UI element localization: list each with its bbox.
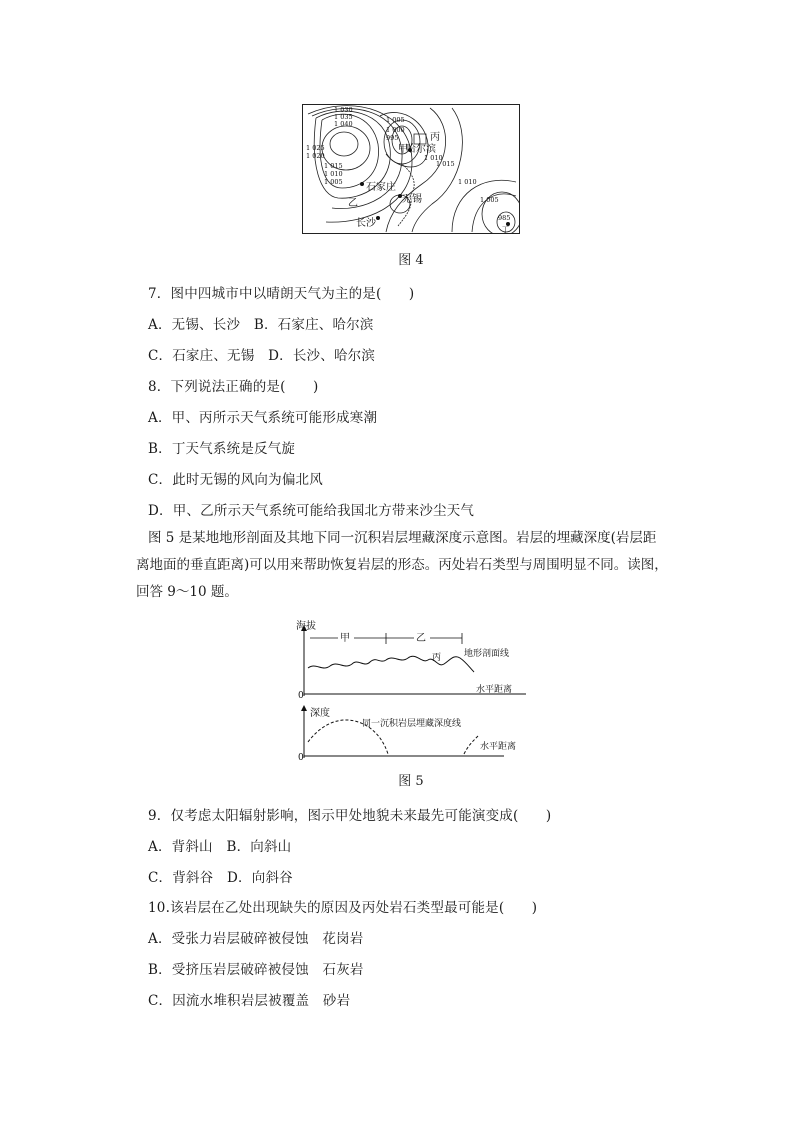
figure5-caption: 图 5 (398, 774, 424, 789)
q9-options-cd: C．背斜谷 D．向斜谷 (148, 870, 293, 886)
isobar-label: 1 015 (436, 160, 455, 168)
label-harbin: 哈尔滨 (406, 144, 436, 155)
q10-option-c: C．因流水堆积岩层被覆盖 砂岩 (148, 993, 351, 1009)
bottom-origin: 0 (298, 753, 304, 762)
figure4-caption: 图 4 (398, 253, 424, 268)
isobar-label: 1 005 (480, 196, 499, 204)
label-yi: 乙 (348, 198, 358, 209)
q8-option-c: C．此时无锡的风向为偏北风 (148, 472, 323, 488)
point-bing-label: 丙 (432, 653, 442, 663)
label-shijiazhuang: 石家庄 (366, 182, 396, 193)
q10-option-b: B．受挤压岩层破碎被侵蚀 石灰岩 (148, 962, 364, 978)
isobar-label: 1 030 (334, 106, 353, 114)
label-ding: 丁 (502, 226, 509, 234)
isobar-label: 1 005 (324, 178, 343, 186)
terrain-line-label: 地形剖面线 (464, 649, 510, 659)
region-yi-label: 乙 (416, 633, 426, 644)
q8-stem: 8．下列说法正确的是( ) (148, 379, 319, 395)
label-wuxi: 无锡 (402, 194, 422, 205)
q7-options-cd: C．石家庄、无锡 D．长沙、哈尔滨 (148, 348, 376, 364)
bottom-ylabel: 深度 (310, 708, 330, 719)
q7-stem: 7．图中四城市中以晴朗天气为主的是( ) (148, 286, 415, 302)
isobar-label: 1 005 (386, 116, 405, 124)
top-xlabel: 水平距离 (476, 685, 513, 695)
isobar-label: 1 000 (386, 126, 405, 134)
depth-line-label: 同一沉积岩层埋藏深度线 (362, 719, 462, 729)
isobar-label: 1 020 (306, 152, 325, 160)
top-ylabel: 海拔 (296, 621, 316, 632)
intro-paragraph (136, 525, 668, 606)
q8-option-d: D．甲、乙所示天气系统可能给我国北方带来沙尘天气 (148, 503, 475, 519)
q10-stem: 10.该岩层在乙处出现缺失的原因及丙处岩石类型最可能是( ) (148, 900, 538, 916)
intro-line: 图 5 是某地地形剖面及其地下同一沉积岩层埋藏深度示意图。岩层的埋藏深度(岩层距 (148, 530, 657, 546)
q8-option-b: B．丁天气系统是反气旋 (148, 441, 296, 457)
isobar-map-svg (302, 104, 520, 234)
isobar-label: 1 015 (324, 162, 343, 170)
label-bing: 丙 (430, 132, 440, 143)
label-jia: 甲 (398, 144, 408, 155)
q7-options-ab: A．无锡、长沙 B．石家庄、哈尔滨 (148, 317, 374, 333)
q10-option-a: A．受张力岩层破碎被侵蚀 花岗岩 (148, 931, 364, 947)
figure4-weather-map (302, 104, 520, 234)
q8-option-a: A．甲、丙所示天气系统可能形成寒潮 (148, 410, 378, 426)
region-jia-label: 甲 (340, 633, 350, 644)
intro-line: 离地面的垂直距离)可以用来帮助恢复岩层的形态。丙处岩石类型与周围明显不同。读图， (136, 557, 668, 573)
top-origin: 0 (298, 691, 304, 701)
isobar-label: 1 010 (424, 154, 443, 162)
q9-stem: 9．仅考虑太阳辐射影响，图示甲处地貌未来最先可能演变成( ) (148, 808, 552, 824)
isobar-label: 1 010 (458, 178, 477, 186)
isobar-label: 1 040 (334, 120, 353, 128)
isobar-label: 995 (386, 134, 399, 142)
bottom-xlabel: 水平距离 (480, 742, 517, 752)
isobar-label: 1 025 (306, 144, 325, 152)
isobar-label: 985 (498, 214, 511, 222)
isobar-label: 1 010 (324, 170, 343, 178)
profile-svg (294, 618, 534, 762)
isobar-label: 1 035 (334, 113, 353, 121)
figure5-profile (294, 618, 534, 762)
intro-line: 回答 9～10 题。 (136, 584, 238, 600)
q9-options-ab: A．背斜山 B．向斜山 (148, 839, 292, 855)
label-changsha: 长沙 (356, 218, 376, 229)
